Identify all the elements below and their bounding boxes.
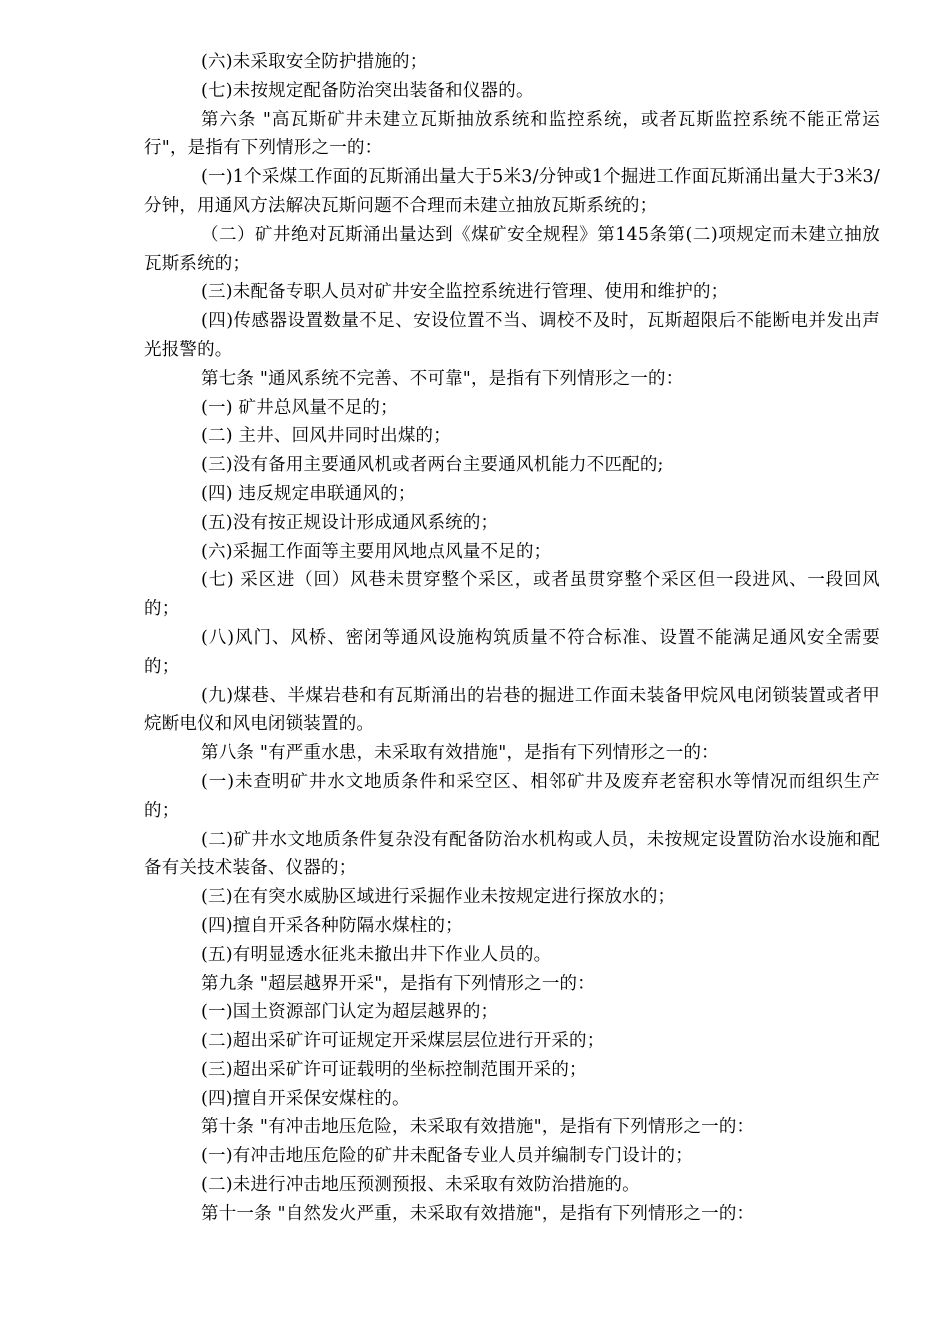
paragraph: (六)采掘工作面等主要用风地点风量不足的； <box>201 541 552 562</box>
document-page <box>144 48 880 1229</box>
paragraph: (二) 主井、回风井同时出煤的； <box>201 426 451 447</box>
paragraph: (二)超出采矿许可证规定开采煤层层位进行开采的； <box>201 1031 605 1052</box>
paragraph: (四) 违反规定串联通风的； <box>201 483 416 504</box>
paragraph: (一)未查明矿井水文地质条件和采空区、相邻矿井及废弃老窑积水等情况而组织生产的； <box>144 771 880 821</box>
paragraph: (三)未配备专职人员对矿井安全监控系统进行管理、使用和维护的； <box>201 282 729 303</box>
paragraph: 第十条 "有冲击地压危险，未采取有效措施"，是指有下列情形之一的： <box>201 1117 755 1138</box>
paragraph: (二)未进行冲击地压预测预报、未采取有效防治措施的。 <box>201 1175 640 1196</box>
paragraph: (四)擅自开采保安煤柱的。 <box>201 1088 410 1109</box>
paragraph: (三)超出采矿许可证载明的坐标控制范围开采的； <box>201 1059 587 1080</box>
paragraph: 第六条 "高瓦斯矿井未建立瓦斯抽放系统和监控系统，或者瓦斯监控系统不能正常运行"，是指有下列情形之一的： <box>144 109 880 159</box>
paragraph: (一)国土资源部门认定为超层越界的； <box>201 1002 499 1023</box>
paragraph: (四)擅自开采各种防隔水煤柱的； <box>201 915 463 936</box>
paragraph: (一) 矿井总风量不足的； <box>201 397 398 418</box>
paragraph: (九)煤巷、半煤岩巷和有瓦斯涌出的岩巷的掘进工作面未装备甲烷风电闭锁装置或者甲烷断电仪和风电闭锁装置的。 <box>144 685 880 735</box>
paragraph: (三)没有备用主要通风机或者两台主要通风机能力不匹配的; <box>201 455 664 476</box>
paragraph: (六)未采取安全防护措施的； <box>201 52 428 72</box>
paragraph: （二）矿井绝对瓦斯涌出量达到《煤矿安全规程》第145条第(二)项规定而未建立抽放瓦斯系统的； <box>144 224 880 274</box>
paragraph: (七)未按规定配备防治突出装备和仪器的。 <box>201 80 534 101</box>
paragraph: (三)在有突水威胁区域进行采掘作业未按规定进行探放水的； <box>201 887 676 908</box>
paragraph: 第八条 "有严重水患，未采取有效措施"，是指有下列情形之一的： <box>201 743 719 764</box>
paragraph: (五)没有按正规设计形成通风系统的； <box>201 512 499 533</box>
paragraph: 第七条 "通风系统不完善、不可靠"，是指有下列情形之一的： <box>201 368 684 389</box>
paragraph: (八)风门、风桥、密闭等通风设施构筑质量不符合标准、设置不能满足通风安全需要的； <box>144 627 880 677</box>
paragraph: (二)矿井水文地质条件复杂没有配备防治水机构或人员，未按规定设置防治水设施和配备有关技术装备、仪器的； <box>144 829 880 879</box>
paragraph: (一)1个采煤工作面的瓦斯涌出量大于5米3/分钟或1个掘进工作面瓦斯涌出量大于3米3/分钟，用通风方法解决瓦斯问题不合理而未建立抽放瓦斯系统的； <box>144 167 880 216</box>
paragraph: (七) 采区进（回）风巷未贯穿整个采区，或者虽贯穿整个采区但一段进风、一段回风的； <box>144 570 880 620</box>
paragraph: 第九条 "超层越界开采"，是指有下列情形之一的： <box>201 973 595 994</box>
paragraph: (五)有明显透水征兆未撤出井下作业人员的。 <box>201 944 552 965</box>
paragraph: 第十一条 "自然发火严重，未采取有效措施"，是指有下列情形之一的： <box>201 1203 755 1224</box>
paragraph: (一)有冲击地压危险的矿井未配备专业人员并编制专门设计的； <box>201 1146 693 1167</box>
paragraph: (四)传感器设置数量不足、安设位置不当、调校不及时，瓦斯超限后不能断电并发出声光报警的。 <box>144 311 880 360</box>
